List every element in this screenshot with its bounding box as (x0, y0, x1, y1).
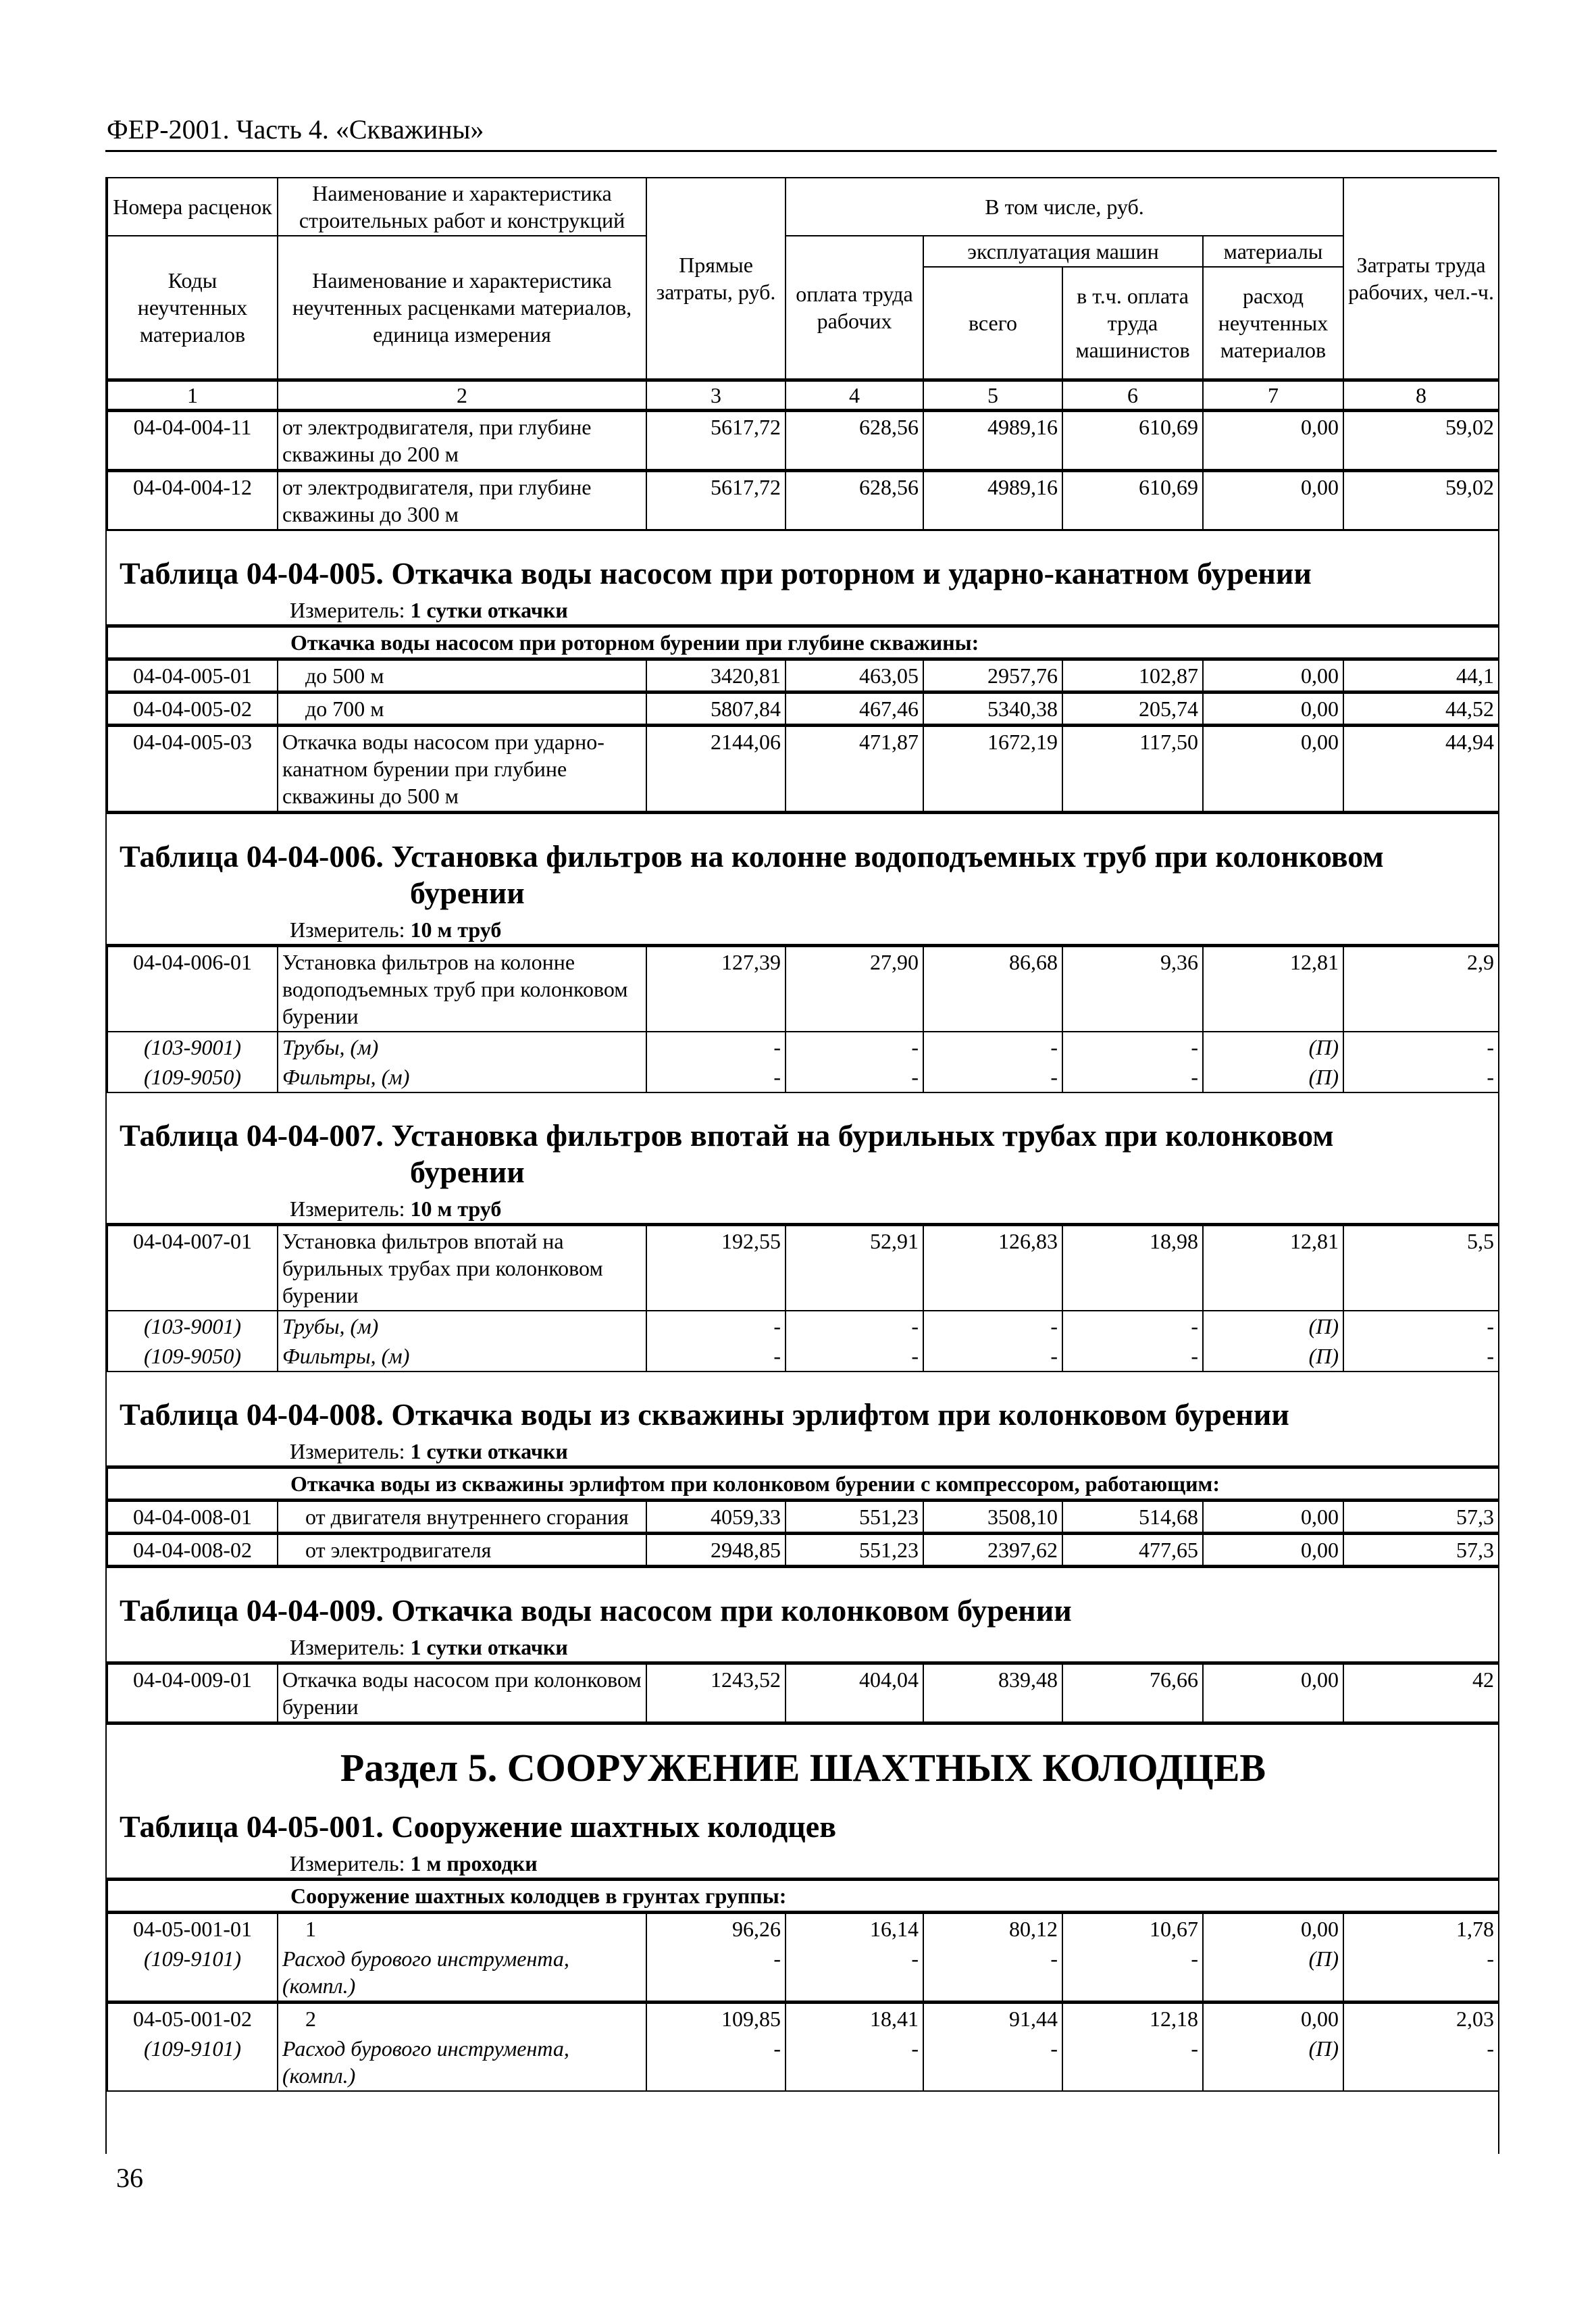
col-number: 4 (786, 380, 923, 411)
value: - (1343, 1944, 1499, 2003)
unit-measure: Измеритель: 1 м проходки (290, 1851, 538, 1876)
rate-name: Откачка воды насосом при колонковом бурении (278, 1663, 646, 1724)
value: - (1343, 1032, 1499, 1062)
rate-code: 04-04-009-01 (107, 1663, 278, 1724)
table-row (107, 1501, 1499, 1534)
labor: 2,9 (1343, 946, 1499, 1032)
value: (П) (1203, 1944, 1343, 2003)
table-row (107, 659, 1499, 693)
direct-cost: 1243,52 (646, 1663, 786, 1724)
rate-name: от электродвигателя (278, 1534, 646, 1567)
machinist-wages: 610,69 (1062, 411, 1203, 471)
material-row (107, 1062, 1499, 1092)
materials: 12,81 (1203, 946, 1343, 1032)
rate-code: 04-05-001-01 (107, 1913, 278, 1944)
value: - (646, 1341, 786, 1372)
labor: 2,03 (1343, 2003, 1499, 2034)
material-name: Трубы, (м) (278, 1032, 646, 1062)
materials: 0,00 (1203, 411, 1343, 471)
machinist-wages: 18,98 (1062, 1225, 1203, 1311)
rates-table (107, 177, 1499, 2092)
table-row (107, 726, 1499, 813)
direct-cost: 96,26 (646, 1913, 786, 1944)
col-header-direct-costs: Прямые затраты, руб. (646, 178, 786, 380)
direct-cost: 5807,84 (646, 693, 786, 726)
material-row (107, 1032, 1499, 1062)
value: - (646, 1944, 786, 2003)
group-header: Откачка воды насосом при роторном бурении при глубине скважины: (107, 626, 1499, 659)
rate-name: Установка фильтров впотай на бурильных трубах при колонковом бурении (278, 1225, 646, 1311)
materials: 0,00 (1203, 659, 1343, 693)
machinist-wages: 117,50 (1062, 726, 1203, 813)
labor: 44,1 (1343, 659, 1499, 693)
table-title: Таблица 04-05-001. Сооружение шахтных колодцев (120, 1809, 837, 1844)
materials: 0,00 (1203, 1913, 1343, 1944)
direct-cost: 4059,33 (646, 1501, 786, 1534)
machines-total: 4989,16 (923, 411, 1062, 471)
direct-cost: 2144,06 (646, 726, 786, 813)
value: - (646, 1032, 786, 1062)
wages: 628,56 (786, 471, 923, 530)
table-row (107, 411, 1499, 471)
materials: 0,00 (1203, 1663, 1343, 1724)
wages: 551,23 (786, 1534, 923, 1567)
table-row (107, 1534, 1499, 1567)
rate-name: до 700 м (278, 693, 646, 726)
col-header-wages: оплата труда рабочих (786, 236, 923, 380)
machinist-wages: 102,87 (1062, 659, 1203, 693)
rate-name: Откачка воды насосом при ударно-канатном бурении при глубине скважины до 500 м (278, 726, 646, 813)
machines-total: 1672,19 (923, 726, 1062, 813)
wages: 27,90 (786, 946, 923, 1032)
material-row (107, 2034, 1499, 2091)
rate-name: 1 (278, 1913, 646, 1944)
material-code: (109-9101) (107, 1944, 278, 2003)
value: (П) (1203, 1311, 1343, 1341)
unit-measure: Измеритель: 10 м труб (290, 1197, 502, 1221)
rate-code: 04-04-004-11 (107, 411, 278, 471)
material-name: Расход бурового инструмента, (компл.) (278, 1944, 646, 2003)
value: - (786, 1032, 923, 1062)
labor: 1,78 (1343, 1913, 1499, 1944)
direct-cost: 3420,81 (646, 659, 786, 693)
table-title: Таблица 04-04-008. Откачка воды из скважины эрлифтом при колонковом бурении (120, 1397, 1289, 1432)
material-code: (109-9050) (107, 1341, 278, 1372)
rate-name: от электродвигателя, при глубине скважины до 300 м (278, 471, 646, 530)
direct-cost: 2948,85 (646, 1534, 786, 1567)
machines-total: 4989,16 (923, 471, 1062, 530)
value: - (1062, 1944, 1203, 2003)
labor: 44,52 (1343, 693, 1499, 726)
material-code: (103-9001) (107, 1311, 278, 1341)
col-header-machines: эксплуатация машин (923, 236, 1203, 267)
value: (П) (1203, 1341, 1343, 1372)
table-title: Таблица 04-04-007. Установка фильтров впотай на бурильных трубах при колонковом бурении (120, 1118, 1334, 1189)
col-number: 7 (1203, 380, 1343, 411)
value: - (786, 1944, 923, 2003)
value: - (1343, 1062, 1499, 1092)
machines-total: 86,68 (923, 946, 1062, 1032)
table-row (107, 693, 1499, 726)
value: - (1343, 2034, 1499, 2091)
material-row (107, 1311, 1499, 1341)
value: - (1062, 2034, 1203, 2091)
col-number: 8 (1343, 380, 1499, 411)
rate-code: 04-04-007-01 (107, 1225, 278, 1311)
value: (П) (1203, 1062, 1343, 1092)
material-code: (109-9050) (107, 1062, 278, 1092)
wages: 628,56 (786, 411, 923, 471)
machinist-wages: 12,18 (1062, 2003, 1203, 2034)
machinist-wages: 477,65 (1062, 1534, 1203, 1567)
col-header-labor: Затраты труда рабочих, чел.-ч. (1343, 178, 1499, 380)
machinist-wages: 610,69 (1062, 471, 1203, 530)
col-number: 1 (107, 380, 278, 411)
value: - (923, 2034, 1062, 2091)
value: - (1062, 1062, 1203, 1092)
value: - (1343, 1341, 1499, 1372)
rate-code: 04-05-001-02 (107, 2003, 278, 2034)
material-name: Фильтры, (м) (278, 1062, 646, 1092)
value: - (646, 1062, 786, 1092)
material-name: Трубы, (м) (278, 1311, 646, 1341)
value: - (1062, 1032, 1203, 1062)
materials: 0,00 (1203, 693, 1343, 726)
machinist-wages: 76,66 (1062, 1663, 1203, 1724)
col-header-materials: материалы (1203, 236, 1343, 267)
direct-cost: 127,39 (646, 946, 786, 1032)
page-header: ФЕР-2001. Часть 4. «Скважины» (107, 114, 484, 145)
col-number: 6 (1062, 380, 1203, 411)
machines-total: 126,83 (923, 1225, 1062, 1311)
material-code: (103-9001) (107, 1032, 278, 1062)
machines-total: 91,44 (923, 2003, 1062, 2034)
wages: 463,05 (786, 659, 923, 693)
table-row (107, 2003, 1499, 2034)
rate-code: 04-04-005-03 (107, 726, 278, 813)
value: - (923, 1311, 1062, 1341)
wages: 16,14 (786, 1913, 923, 1944)
labor: 59,02 (1343, 471, 1499, 530)
section-title: Раздел 5. СООРУЖЕНИЕ ШАХТНЫХ КОЛОДЦЕВ (340, 1746, 1266, 1790)
col-header-work-name: Наименование и характеристика строительных работ и конструкций (278, 178, 646, 236)
rate-name: до 500 м (278, 659, 646, 693)
materials: 0,00 (1203, 1501, 1343, 1534)
unit-measure: Измеритель: 1 сутки откачки (290, 598, 568, 622)
value: (П) (1203, 1032, 1343, 1062)
materials: 0,00 (1203, 471, 1343, 530)
document-frame (105, 177, 1499, 2154)
machines-total: 839,48 (923, 1663, 1062, 1724)
wages: 18,41 (786, 2003, 923, 2034)
col-header-machines-total: всего (923, 267, 1062, 380)
direct-cost: 109,85 (646, 2003, 786, 2034)
table-title: Таблица 04-04-005. Откачка воды насосом при роторном и ударно-канатном бурении (120, 556, 1312, 590)
machines-total: 80,12 (923, 1913, 1062, 1944)
material-row (107, 1341, 1499, 1372)
value: (П) (1203, 2034, 1343, 2091)
direct-cost: 5617,72 (646, 471, 786, 530)
table-row (107, 1225, 1499, 1311)
machines-total: 2397,62 (923, 1534, 1062, 1567)
materials: 0,00 (1203, 2003, 1343, 2034)
value: - (1062, 1341, 1203, 1372)
wages: 467,46 (786, 693, 923, 726)
wages: 52,91 (786, 1225, 923, 1311)
machinist-wages: 9,36 (1062, 946, 1203, 1032)
material-name: Фильтры, (м) (278, 1341, 646, 1372)
col-header-material-name: Наименование и характеристика неучтенных расценками материалов, единица измерения (278, 236, 646, 380)
material-row (107, 1944, 1499, 2003)
rate-name: 2 (278, 2003, 646, 2034)
material-code: (109-9101) (107, 2034, 278, 2091)
col-header-material-codes: Коды неучтенных материалов (107, 236, 278, 380)
table-row (107, 1663, 1499, 1724)
direct-cost: 5617,72 (646, 411, 786, 471)
wages: 404,04 (786, 1663, 923, 1724)
materials: 0,00 (1203, 726, 1343, 813)
machines-total: 5340,38 (923, 693, 1062, 726)
page-number: 36 (116, 2163, 143, 2193)
materials: 0,00 (1203, 1534, 1343, 1567)
col-number: 3 (646, 380, 786, 411)
value: - (923, 1062, 1062, 1092)
value: - (1062, 1311, 1203, 1341)
table-title: Таблица 04-04-009. Откачка воды насосом при колонковом бурении (120, 1593, 1072, 1628)
labor: 57,3 (1343, 1501, 1499, 1534)
rate-name: Установка фильтров на колонне водоподъемных труб при колонковом бурении (278, 946, 646, 1032)
rate-code: 04-04-008-02 (107, 1534, 278, 1567)
machinist-wages: 205,74 (1062, 693, 1203, 726)
col-header-rate-number: Номера расценок (107, 178, 278, 236)
table-row (107, 1913, 1499, 1944)
col-header-unaccounted-materials: расход неучтенных материалов (1203, 267, 1343, 380)
wages: 551,23 (786, 1501, 923, 1534)
group-header: Сооружение шахтных колодцев в грунтах группы: (107, 1880, 1499, 1913)
labor: 57,3 (1343, 1534, 1499, 1567)
value: - (923, 1944, 1062, 2003)
rate-name: от электродвигателя, при глубине скважины до 200 м (278, 411, 646, 471)
value: - (786, 1311, 923, 1341)
rate-code: 04-04-005-02 (107, 693, 278, 726)
rate-code: 04-04-006-01 (107, 946, 278, 1032)
col-number: 2 (278, 380, 646, 411)
table-title: Таблица 04-04-006. Установка фильтров на колонне водоподъемных труб при колонковом бурении (120, 839, 1384, 910)
direct-cost: 192,55 (646, 1225, 786, 1311)
material-name: Расход бурового инструмента, (компл.) (278, 2034, 646, 2091)
materials: 12,81 (1203, 1225, 1343, 1311)
rate-code: 04-04-004-12 (107, 471, 278, 530)
unit-measure: Измеритель: 1 сутки откачки (290, 1635, 568, 1659)
labor: 44,94 (1343, 726, 1499, 813)
value: - (923, 1032, 1062, 1062)
value: - (786, 1341, 923, 1372)
value: - (786, 1062, 923, 1092)
machines-total: 3508,10 (923, 1501, 1062, 1534)
machinist-wages: 514,68 (1062, 1501, 1203, 1534)
table-row (107, 471, 1499, 530)
machinist-wages: 10,67 (1062, 1913, 1203, 1944)
value: - (646, 1311, 786, 1341)
wages: 471,87 (786, 726, 923, 813)
col-number: 5 (923, 380, 1062, 411)
rate-name: от двигателя внутреннего сгорания (278, 1501, 646, 1534)
header-rule (105, 150, 1497, 152)
unit-measure: Измеритель: 1 сутки откачки (290, 1439, 568, 1463)
rate-code: 04-04-008-01 (107, 1501, 278, 1534)
unit-measure: Измеритель: 10 м труб (290, 917, 502, 942)
value: - (786, 2034, 923, 2091)
labor: 42 (1343, 1663, 1499, 1724)
value: - (1343, 1311, 1499, 1341)
rate-code: 04-04-005-01 (107, 659, 278, 693)
col-header-machinist-wages: в т.ч. оплата труда машинистов (1062, 267, 1203, 380)
col-header-including: В том числе, руб. (786, 178, 1343, 236)
machines-total: 2957,76 (923, 659, 1062, 693)
value: - (923, 1341, 1062, 1372)
table-row (107, 946, 1499, 1032)
labor: 5,5 (1343, 1225, 1499, 1311)
group-header: Откачка воды из скважины эрлифтом при колонковом бурении с компрессором, работающим: (107, 1467, 1499, 1501)
labor: 59,02 (1343, 411, 1499, 471)
value: - (646, 2034, 786, 2091)
